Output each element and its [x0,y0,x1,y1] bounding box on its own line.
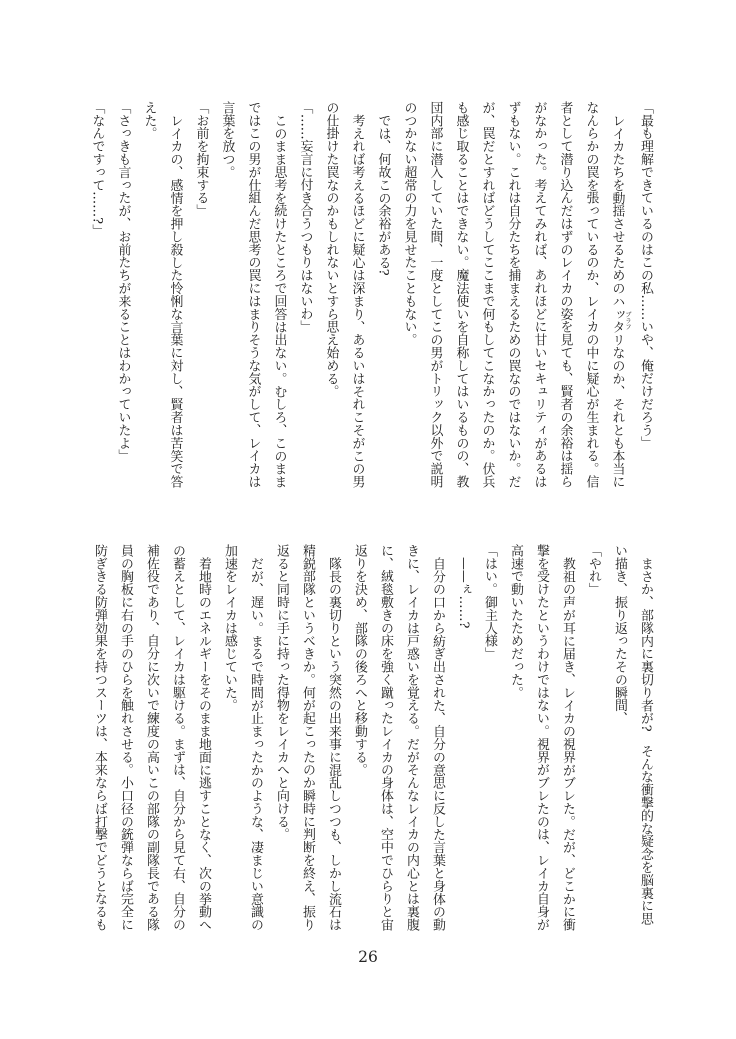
text-column: 考えれば考えるほどに疑心は深まり、あるいはそれこそがこの男 [349,113,365,488]
text-column: い描き、振り返ったその瞬間、 [612,544,627,725]
text-block-bottom [86,544,658,932]
text-column: 精鋭部隊というべきか。何が起こったのか瞬時に判断を終え、振り [300,544,315,931]
text-column: 加速をレイカは感じていた。 [222,544,237,712]
text-column: 者として潜り込んだはずのレイカの姿を見ても、賢者の余裕は揺ら [557,101,573,488]
text-column: 高速で動いたためだった。 [508,544,523,699]
text-column: このまま思考を続けたところで回答は出ない。むしろ、このまま [271,113,287,488]
text-column: ずもない。これは自分たちを捕まえるための罠なのではないか。だ [505,101,521,488]
text-column: 返ると同時に手に持った得物をレイカへと向ける。 [274,544,289,841]
text-column: レイカたちを動揺させるためのハッタリ ブラフなのか、それとも本当に [609,113,632,489]
text-column: ——ぇ……? [456,556,471,629]
text-column: 「最も理解できているのはこの私……いや、俺だけだろう」 [638,101,653,450]
text-column: 団内部に潜入していた間、一度としてこの男がトリック以外で説明 [427,101,443,488]
text-column: きに、レイカは戸惑いを覚える。だがそんなレイカの内心とは裏腹 [404,544,419,931]
text-column: 着地時のエネルギーをそのまま地面に逃すことなく、次の挙動へ [196,556,211,931]
furigana-ruby: ハッタリ ブラフ [609,294,632,347]
text-column: 自分の口から紡ぎ出された、自分の意思に反した言葉と身体の動 [430,556,445,931]
text-column: まさか、部隊内に裏切り者が? そんな衝撃的な疑念を脳裏に思 [638,556,653,926]
text-column: 「なんですって……?」 [89,101,105,237]
text-column: 「やれ」 [586,544,601,596]
text-column: 補佐役であり、自分に次いで練度の高いこの部隊の副隊長である隊 [144,544,159,931]
text-column: 員の胸板に右の手のひらを触れさせる。小口径の銃弾ならば完全に [118,544,133,931]
text-column: 「さっきも言ったが、お前たちが来ることはわかっていたよ」 [115,101,131,463]
text-column: 言葉を放つ。 [219,101,235,179]
text-column: レイカの、感情を押し殺した怜悧な言葉に対し、賢者は苦笑で答 [167,113,183,488]
text-column: がなかった。考えてみれば、あれほどに甘いセキュリティがあるは [531,101,547,488]
text-column: では、何故この余裕がある? [375,113,391,276]
text-column: 「お前を拘束する」 [193,101,209,218]
text-column: 「……妄言に付き合うつもりはないわ」 [297,101,313,334]
text-block-top [86,101,658,489]
text-column: えた。 [141,101,157,140]
text-column: 「はい。御主人様」 [482,544,497,661]
text-column: が、罠だとすればどうしてここまで何もしてこなかったのか。伏兵 [479,101,495,488]
text-column: の仕掛けた罠なのかもしれないとすら思え始める。 [323,101,339,398]
text-column: なんらかの罠を張っているのか、レイカの中に疑心が生まれる。信 [583,101,599,488]
text-column: のつかない超常の力を見せたこともない。 [401,101,417,347]
text-column: 防ぎきる防弾効果を持つスーツは、本来ならば打撃でどうとなるも [92,544,107,931]
text-column: ではこの男が仕組んだ思考の罠にはまりそうな気がして、レイカは [245,101,261,488]
text-column: 隊長の裏切りという突然の出来事に混乱しつつも、しかし流石は [326,556,341,931]
text-column: の蓄えとして、レイカは駆ける。まずは、自分から見て右、自分の [170,544,185,931]
text-column: 撃を受けたというわけではない。視界がブレたのは、レイカ自身が [534,544,549,931]
text-column: 返りを決め、部隊の後ろへと移動する。 [352,544,367,777]
text-column: だが、遅い。まるで時間が止まったかのような、凄まじい意識の [248,556,263,931]
page-number: 26 [358,948,378,966]
text-column: に、絨毯敷きの床を強く蹴ったレイカの身体は、空中でひらりと宙 [378,544,393,931]
text-column: 教祖の声が耳に届き、レイカの視界がブレた。だが、どこかに衝 [560,556,575,931]
text-column: も感じ取ることはできない。魔法使いを自称してはいるものの、教 [453,101,469,488]
